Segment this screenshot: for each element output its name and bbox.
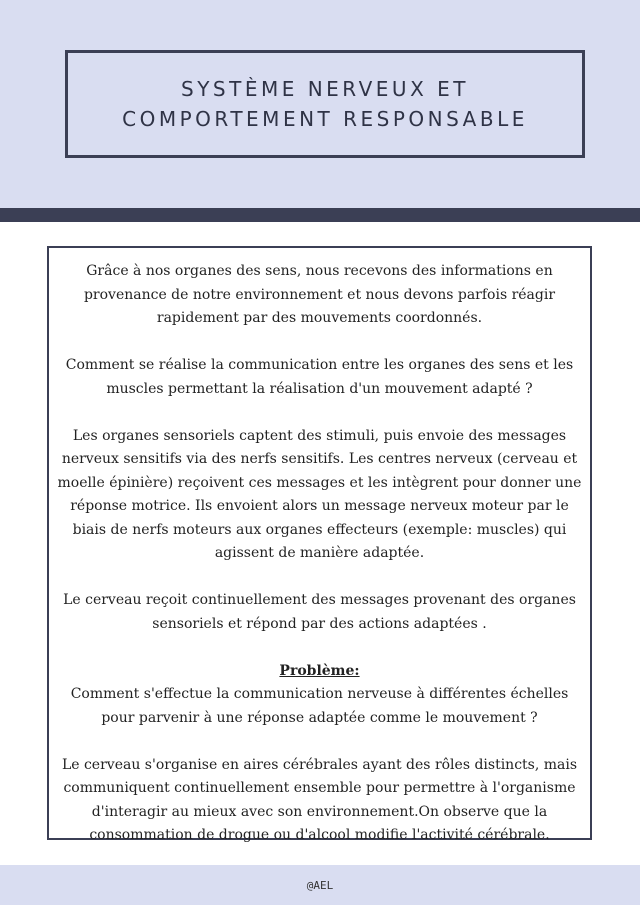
problem-section <box>55 660 584 731</box>
intro-paragraph: Grâce à nos organes des sens, nous recevons des informations en provenance de notre environnement et nous devons parfois réagir rapidement par des mouvements coordonnés. <box>83 263 556 326</box>
brain-paragraph: Le cerveau reçoit continuellement des messages provenant des organes sensoriels et répond par des actions adaptées . <box>63 592 576 632</box>
problem-heading: Problème: <box>279 662 360 679</box>
page-title-line-2: COMPORTEMENT RESPONSABLE <box>122 107 528 131</box>
footer-band <box>0 865 640 905</box>
header-band <box>0 0 640 208</box>
divider-stripe <box>0 208 640 222</box>
title-box <box>65 50 585 158</box>
content-box <box>47 246 592 843</box>
question-paragraph: Comment se réalise la communication entre les organes des sens et les muscles permettant la réalisation d'un mouvement adapté ? <box>65 357 574 397</box>
footer-credit: @AEL <box>306 878 334 892</box>
conclusion-paragraph: Le cerveau s'organise en aires cérébrales ayant des rôles distincts, mais communiquent continuellement ensemble pour permettre à l'organisme d'interagir au mieux avec son environnement.On observe que la consommation de drogue ou d'alcool modifie l'activité cérébrale. <box>61 756 578 843</box>
problem-text: Comment s'effectue la communication nerveuse à différentes échelles pour parvenir à une réponse adaptée comme le mouvement ? <box>70 686 569 726</box>
explanation-paragraph: Les organes sensoriels captent des stimuli, puis envoie des messages nerveux sensitifs via des nerfs sensitifs. Les centres nerveux (cerveau et moelle épinière) reçoivent ces messages et les intègrent pour donner une réponse motrice. Ils envoient alors un message nerveux moteur par le biais de nerfs moteurs aux organes effecteurs (exemple: muscles) qui agissent de manière adaptée. <box>57 427 582 561</box>
page-title-line-1: SYSTÈME NERVEUX ET <box>181 77 469 101</box>
